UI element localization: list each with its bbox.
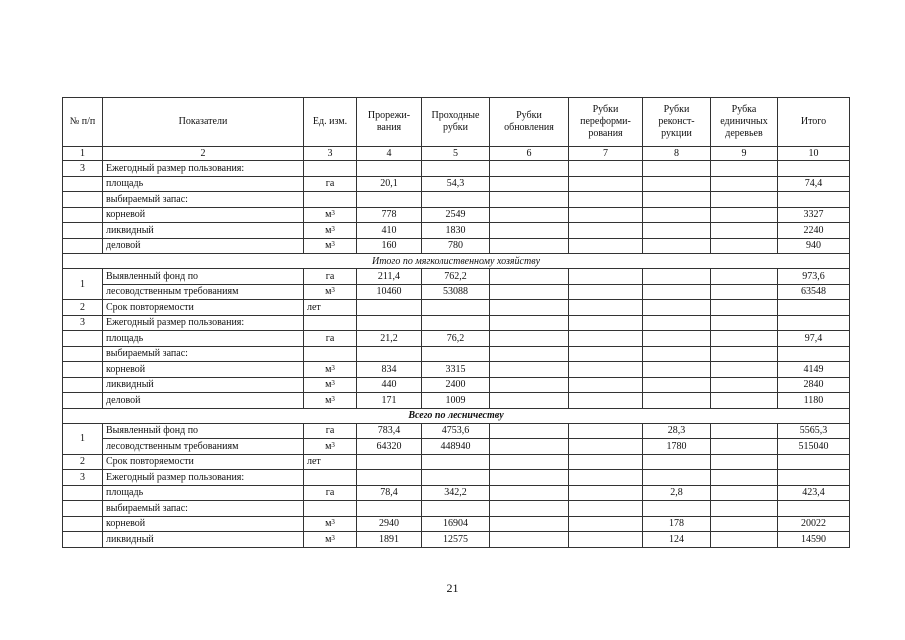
row-label: площадь	[103, 485, 304, 501]
row-number: 2	[63, 300, 103, 316]
table-row	[63, 315, 850, 331]
row-number: 2	[63, 454, 103, 470]
table-row	[63, 176, 850, 192]
column-number: 10	[778, 147, 850, 161]
header-total: Итого	[778, 98, 850, 147]
table-row	[63, 501, 850, 517]
cell-value: 76,2	[422, 331, 490, 347]
row-unit: га	[304, 485, 357, 501]
table-row	[63, 532, 850, 548]
column-number: 5	[422, 147, 490, 161]
table-row	[63, 300, 850, 316]
cell-total: 5565,3	[778, 423, 850, 439]
row-unit: $м^3$	[304, 393, 357, 409]
row-label: Выявленный фонд по	[103, 269, 304, 285]
row-unit: $м^3$	[304, 377, 357, 393]
cell-value: 2400	[422, 377, 490, 393]
column-number: 2	[103, 147, 304, 161]
row-label: деловой	[103, 393, 304, 409]
cell-value: 78,4	[357, 485, 422, 501]
row-label: выбираемый запас:	[103, 192, 304, 208]
section-heading: Всего по лесничеству	[63, 408, 850, 423]
column-number: 3	[304, 147, 357, 161]
row-unit: $м^3$	[304, 439, 357, 455]
row-label: Срок повторяемости	[103, 454, 304, 470]
cell-value: 2940	[357, 516, 422, 532]
column-number: 7	[569, 147, 643, 161]
cell-value: 778	[357, 207, 422, 223]
header-unit: Ед. изм.	[304, 98, 357, 147]
row-unit: $м^3$	[304, 238, 357, 254]
table-row	[63, 284, 850, 300]
row-unit: га	[304, 269, 357, 285]
cell-total: 2240	[778, 223, 850, 239]
row-unit: га	[304, 423, 357, 439]
cell-value: 440	[357, 377, 422, 393]
row-label: Ежегодный размер пользования:	[103, 470, 304, 486]
cell-value: 1780	[643, 439, 711, 455]
row-label: лесоводственным требованиям	[103, 439, 304, 455]
column-number: 1	[63, 147, 103, 161]
cell-total: 14590	[778, 532, 850, 548]
cell-total: 4149	[778, 362, 850, 378]
table-row	[63, 377, 850, 393]
cell-value: 2,8	[643, 485, 711, 501]
row-unit: $м^3$	[304, 532, 357, 548]
row-label: корневой	[103, 516, 304, 532]
table-row	[63, 516, 850, 532]
header-number: № п/п	[63, 98, 103, 147]
cell-value: 178	[643, 516, 711, 532]
cell-value: 53088	[422, 284, 490, 300]
section-heading: Итого по мягколиственному хозяйству	[63, 254, 850, 269]
row-label: ликвидный	[103, 377, 304, 393]
table-header-row	[63, 98, 850, 147]
table-row	[63, 223, 850, 239]
cell-value: 171	[357, 393, 422, 409]
cell-value: 762,2	[422, 269, 490, 285]
row-label: выбираемый запас:	[103, 501, 304, 517]
header-single-tree-cutting: Рубка единичных деревьев	[711, 98, 778, 147]
row-unit: га	[304, 331, 357, 347]
row-number: 3	[63, 315, 103, 331]
table-row	[63, 269, 850, 285]
cell-value: 124	[643, 532, 711, 548]
row-number: 1	[63, 269, 103, 300]
row-unit: лет	[304, 454, 357, 470]
cell-value: 342,2	[422, 485, 490, 501]
table-row	[63, 192, 850, 208]
table-row	[63, 470, 850, 486]
cell-value: 211,4	[357, 269, 422, 285]
cell-value: 1830	[422, 223, 490, 239]
header-thinning: Прорежи-вания	[357, 98, 422, 147]
row-label: ликвидный	[103, 223, 304, 239]
row-label: выбираемый запас:	[103, 346, 304, 362]
row-label: площадь	[103, 331, 304, 347]
cell-total: 1180	[778, 393, 850, 409]
row-unit: $м^3$	[304, 207, 357, 223]
row-number: 3	[63, 470, 103, 486]
header-reformation-cutting: Рубки переформи-рования	[569, 98, 643, 147]
cell-value: 21,2	[357, 331, 422, 347]
cell-value: 410	[357, 223, 422, 239]
cell-value: 16904	[422, 516, 490, 532]
cell-value: 10460	[357, 284, 422, 300]
cell-total: 20022	[778, 516, 850, 532]
cell-value: 780	[422, 238, 490, 254]
cell-total: 940	[778, 238, 850, 254]
table-row	[63, 485, 850, 501]
row-label: Выявленный фонд по	[103, 423, 304, 439]
table-row	[63, 331, 850, 347]
row-number: 3	[63, 161, 103, 177]
table-row	[63, 207, 850, 223]
cell-value: 28,3	[643, 423, 711, 439]
table-row	[63, 346, 850, 362]
cell-value: 1891	[357, 532, 422, 548]
table-row	[63, 362, 850, 378]
row-label: ликвидный	[103, 532, 304, 548]
row-unit: $м^3$	[304, 516, 357, 532]
header-reconstruction-cutting: Рубки реконст-рукции	[643, 98, 711, 147]
header-indicators: Показатели	[103, 98, 304, 147]
cell-total: 63548	[778, 284, 850, 300]
table-row	[63, 454, 850, 470]
cell-total: 74,4	[778, 176, 850, 192]
row-label: корневой	[103, 207, 304, 223]
page-number: 21	[446, 581, 459, 595]
cell-total: 423,4	[778, 485, 850, 501]
row-unit: $м^3$	[304, 223, 357, 239]
cell-value: 2549	[422, 207, 490, 223]
column-number: 4	[357, 147, 422, 161]
table-row	[63, 393, 850, 409]
cell-value: 12575	[422, 532, 490, 548]
forest-use-table	[62, 97, 850, 548]
cell-value: 448940	[422, 439, 490, 455]
row-unit: лет	[304, 300, 357, 316]
row-label: корневой	[103, 362, 304, 378]
header-renewal-cutting: Рубки обновления	[490, 98, 569, 147]
cell-total: 2840	[778, 377, 850, 393]
row-label: Ежегодный размер пользования:	[103, 315, 304, 331]
row-label: площадь	[103, 176, 304, 192]
table-row	[63, 161, 850, 177]
cell-value: 834	[357, 362, 422, 378]
section-heading-row	[63, 254, 850, 269]
row-label: лесоводственным требованиям	[103, 284, 304, 300]
row-label: Срок повторяемости	[103, 300, 304, 316]
cell-value: 54,3	[422, 176, 490, 192]
cell-total: 515040	[778, 439, 850, 455]
cell-total: 97,4	[778, 331, 850, 347]
cell-value: 160	[357, 238, 422, 254]
table-row	[63, 439, 850, 455]
cell-value: 20,1	[357, 176, 422, 192]
header-passage-cutting: Проходные рубки	[422, 98, 490, 147]
cell-value: 783,4	[357, 423, 422, 439]
cell-value: 64320	[357, 439, 422, 455]
column-number: 6	[490, 147, 569, 161]
row-label: Ежегодный размер пользования:	[103, 161, 304, 177]
column-number: 9	[711, 147, 778, 161]
cell-total: 3327	[778, 207, 850, 223]
table-row	[63, 423, 850, 439]
cell-value: 1009	[422, 393, 490, 409]
table-row	[63, 238, 850, 254]
row-unit: га	[304, 176, 357, 192]
row-number: 1	[63, 423, 103, 454]
column-number-row	[63, 147, 850, 161]
cell-value: 3315	[422, 362, 490, 378]
section-heading-row	[63, 408, 850, 423]
cell-total: 973,6	[778, 269, 850, 285]
cell-value: 4753,6	[422, 423, 490, 439]
column-number: 8	[643, 147, 711, 161]
row-unit: $м^3$	[304, 284, 357, 300]
row-unit: $м^3$	[304, 362, 357, 378]
row-label: деловой	[103, 238, 304, 254]
